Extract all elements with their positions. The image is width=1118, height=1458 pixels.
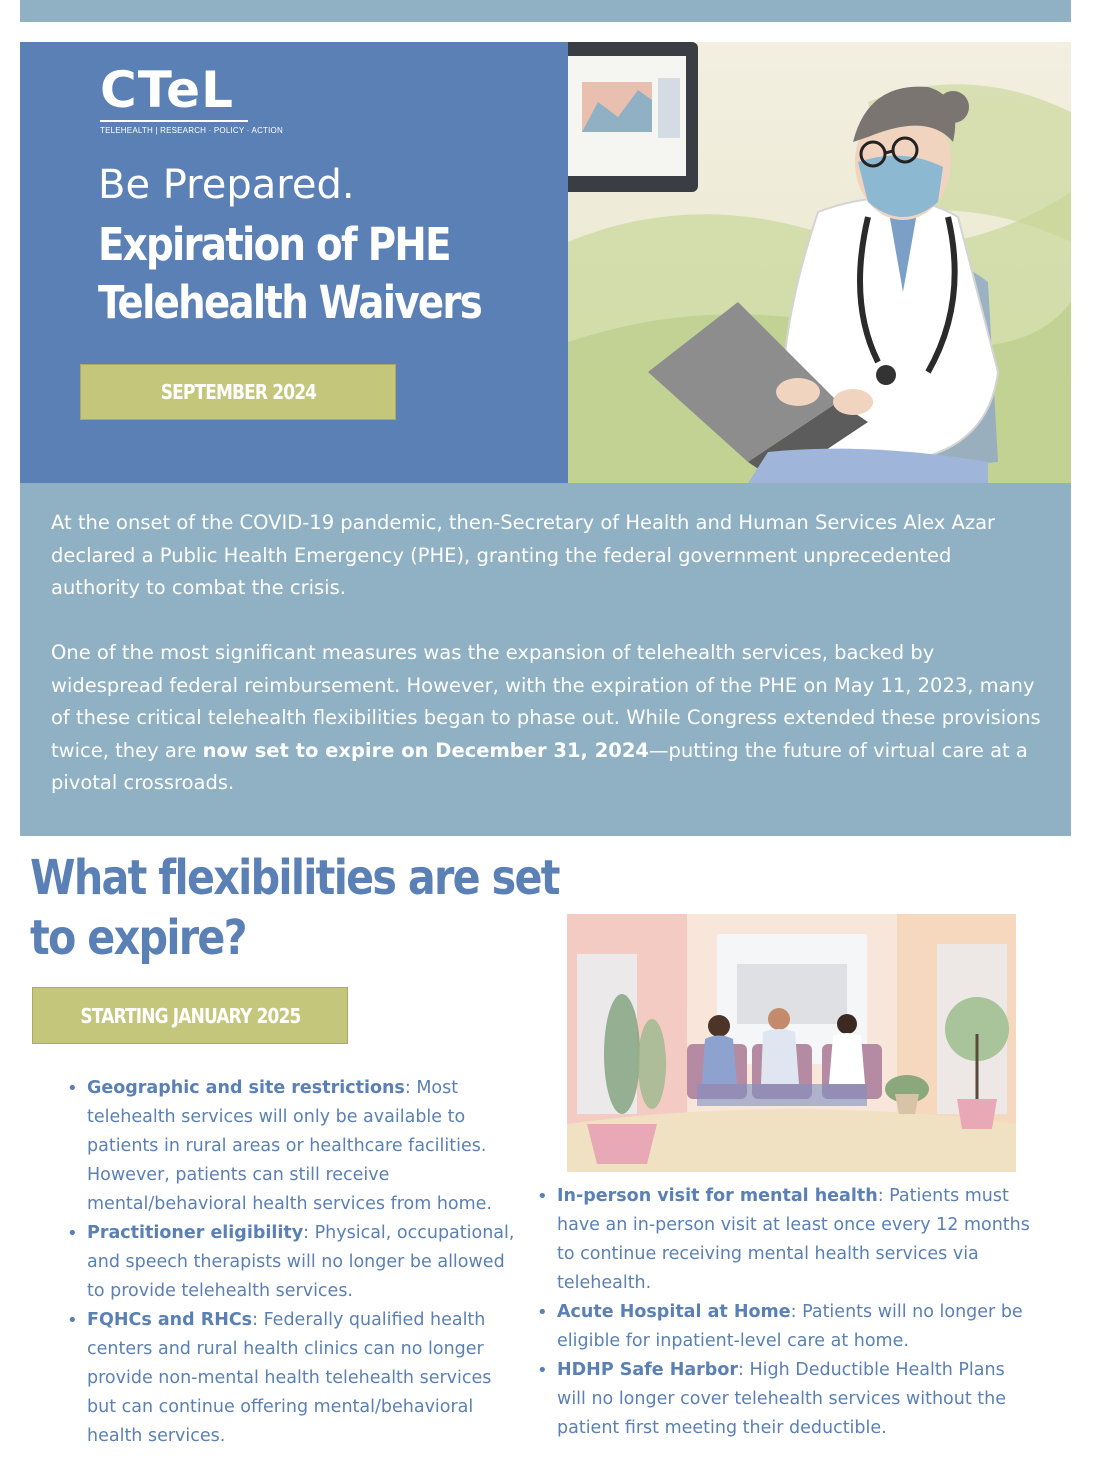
list-item [537, 1298, 1032, 1356]
list-item [67, 1219, 522, 1306]
waiting-room-illustration-svg [567, 914, 1016, 1172]
date-label: SEPTEMBER 2024 [160, 380, 316, 404]
start-date-label: STARTING JANUARY 2025 [79, 1003, 301, 1028]
list-item-desc: : Patients must have an in-person visit at least once every 12 months to continue receiving mental health services via telehealth. [557, 1186, 1030, 1293]
logo-wordmark: CTeL [100, 61, 234, 119]
list-item [537, 1356, 1032, 1443]
intro-section [20, 483, 1071, 836]
intro-p2-end: —putting the future of virtual care at a pivotal crossroads. [51, 738, 1028, 794]
list-item-desc: : Patients will no longer be eligible for inpatient-level care at home. [557, 1302, 1023, 1351]
intro-p2-start: One of the most significant measures was the expansion of telehealth services, backed by widespread federal reimbursement. However, with the expiration of the PHE on May 11, 2023, many of these critical telehealth flexibilities began to phase out. While Congress extended these provisions twice, they are [51, 641, 1041, 762]
hero-kicker: Be Prepared. [98, 162, 355, 208]
date-badge [80, 364, 396, 420]
ctel-logo [100, 62, 283, 135]
doctor-laptop-illustration-svg [568, 42, 1071, 483]
list-item-term: Practitioner eligibility [87, 1223, 304, 1243]
flexibilities-list-right [537, 1182, 1032, 1443]
list-item-desc: : Most telehealth services will only be available to patients in rural areas or healthcare facilities. However, patients can still receive mental/behavioral health services from home. [87, 1078, 492, 1214]
hero-title: Expiration of PHE Telehealth Waivers [98, 218, 482, 329]
list-item-term: Geographic and site restrictions [87, 1078, 405, 1098]
list-item [67, 1306, 522, 1451]
list-item-term: FQHCs and RHCs [87, 1310, 253, 1330]
list-item [537, 1182, 1032, 1298]
intro-paragraph-2 [51, 637, 1041, 800]
intro-p2-bold: now set to expire on December 31, 2024 [202, 738, 649, 762]
start-date-badge [32, 987, 348, 1044]
list-item-desc: : High Deductible Health Plans will no longer cover telehealth services without the patient first meeting their deductible. [557, 1360, 1006, 1438]
list-item-term: In-person visit for mental health [557, 1186, 878, 1206]
hero-banner [20, 42, 1071, 483]
top-banner-bar [20, 0, 1071, 22]
doctor-illustration [568, 42, 1071, 483]
list-item [67, 1074, 522, 1219]
hero-text-panel [20, 42, 568, 483]
intro-paragraph-1: At the onset of the COVID-19 pandemic, then-Secretary of Health and Human Services Alex Azar declared a Public Health Emergency (PHE), granting the federal government unprecedented authority to combat the crisis. [51, 511, 996, 599]
logo-rule [100, 120, 248, 122]
list-item-term: Acute Hospital at Home [557, 1302, 791, 1322]
flexibilities-list-left [67, 1074, 522, 1451]
section-title: What flexibilities are set to expire? [30, 850, 559, 966]
list-item-term: HDHP Safe Harbor [557, 1360, 738, 1380]
list-item-desc: : Federally qualified health centers and rural health clinics can no longer provide non-mental health telehealth services but can continue offering mental/behavioral health services. [87, 1310, 492, 1446]
list-item-desc: : Physical, occupational, and speech therapists will no longer be allowed to provide telehealth services. [87, 1223, 515, 1301]
waiting-room-illustration [567, 914, 1016, 1172]
logo-tagline: TELEHEALTH | RESEARCH · POLICY · ACTION [100, 126, 283, 135]
